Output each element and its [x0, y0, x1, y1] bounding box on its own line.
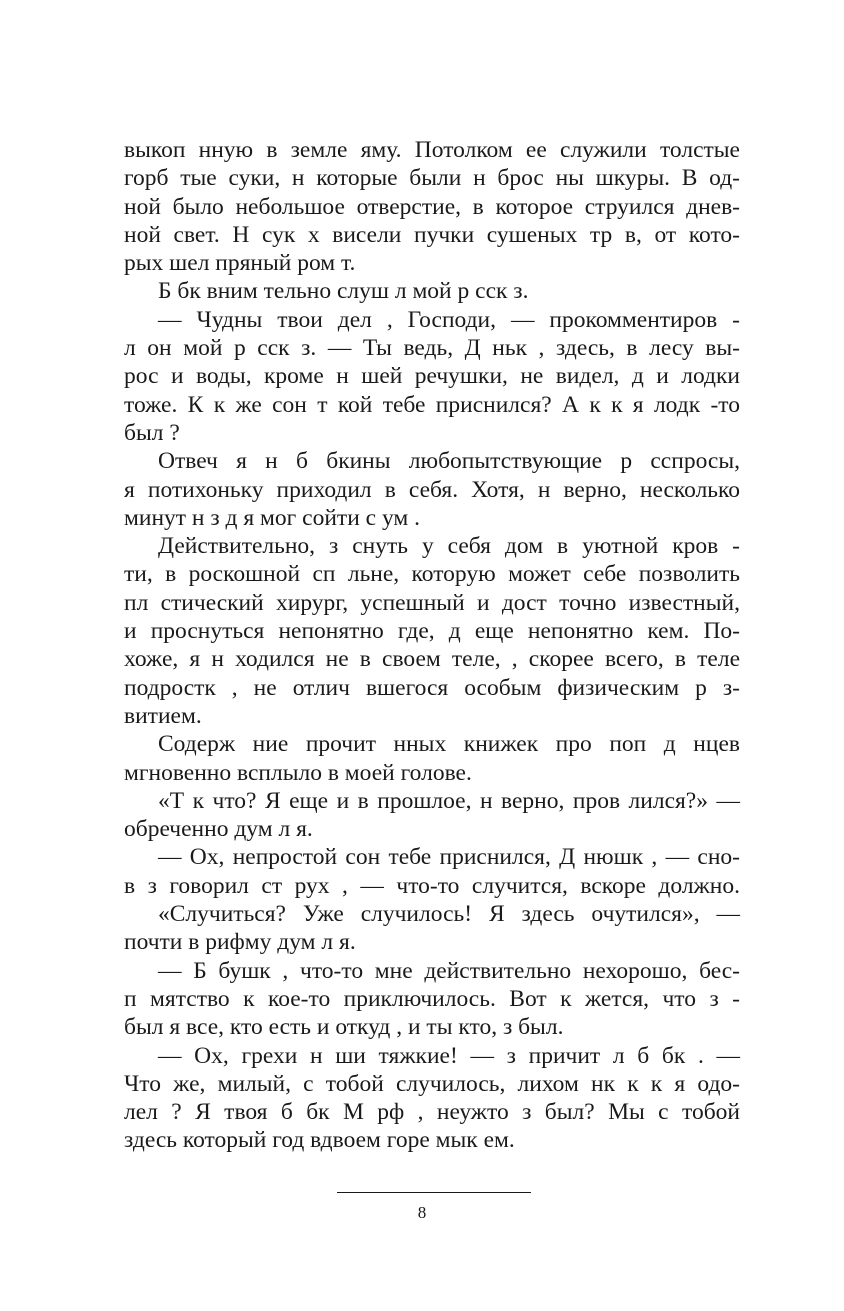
text-line: выкоп нную в земле яму. Потолком ее служили толстые — [124, 137, 740, 163]
text-line: Содерж ние прочит нных книжек про поп д нцев — [158, 731, 740, 758]
text-line: ти, в роскошной сп льне, которую может себе позволить — [124, 561, 740, 588]
text-line: был я все, кто есть и откуд , и ты кто, з был. — [124, 1014, 564, 1041]
text-line: лел ? Я твоя б бк М рф , неужто з был? Мы с тобой — [124, 1099, 740, 1126]
text-line: был ? — [124, 419, 180, 446]
footer-divider — [337, 1192, 531, 1193]
text-line: Б бк вним тельно слуш л мой р сск з. — [158, 278, 529, 305]
text-line: обреченно дум л я. — [124, 816, 313, 843]
text-line: — Ох, непростой сон тебе приснился, Д нюшк , — сно- — [158, 844, 740, 871]
text-line: Действительно, з снуть у себя дом в уютной кров - — [158, 533, 740, 560]
text-line: л он мой р сск з. — Ты ведь, Д ньк , здесь, в лесу вы- — [124, 335, 740, 362]
text-line: и проснуться непонятно где, д еще непонятно кем. По- — [124, 618, 740, 645]
text-line: я потихоньку приходил в себя. Хотя, н верно, несколько — [124, 476, 740, 503]
text-line: пл стический хирург, успешный и дост точно известный, — [124, 589, 740, 616]
text-line: витием. — [124, 702, 202, 729]
text-line: здесь который год вдвоем горе мык ем. — [124, 1127, 515, 1154]
text-line: рос и воды, кроме н шей речушки, не видел, д и лодки — [124, 363, 740, 390]
text-line: «Т к что? Я еще и в прошлое, н верно, пров лился?» — — [158, 787, 740, 814]
text-line: хоже, я н ходился не в своем теле, , скорее всего, в теле — [124, 646, 740, 673]
text-line: тоже. К к же сон т кой тебе приснился? А к к я лодк -то — [124, 391, 740, 418]
text-line: Отвеч я н б бкины любопытствующие р сспросы, — [158, 448, 740, 475]
page-body-text — [124, 136, 740, 1155]
text-line: минут н з д я мог сойти с ум . — [124, 504, 421, 531]
text-line: ной было небольшое отверстие, в которое струился днев- — [124, 193, 740, 220]
text-line: — Ох, грехи н ши тяжкие! — з причит л б бк . — — [158, 1042, 740, 1069]
text-line: почти в рифму дум л я. — [124, 929, 356, 956]
text-line: — Чудны твои дел , Господи, — прокомментиров - — [158, 306, 740, 333]
text-line: мгновенно всплыло в моей голове. — [124, 759, 472, 786]
text-line: — Б бушк , что-то мне действительно нехорошо, бес- — [158, 957, 740, 984]
text-line: горб тые суки, н которые были н брос ны шкуры. В од- — [124, 165, 740, 192]
text-line: в з говорил ст рух , — что-то случится, вскоре должно. — [124, 872, 740, 899]
text-line: «Случиться? Уже случилось! Я здесь очутился», — — [158, 901, 740, 928]
text-line: подростк , не отлич вшегося особым физическим р з- — [124, 674, 740, 701]
text-line: п мятство к кое-то приключилось. Вот к жется, что з - — [124, 985, 740, 1012]
text-line: рых шел пряный ром т. — [124, 250, 356, 277]
page-number: 8 — [417, 1203, 427, 1222]
text-line: Что же, милый, с тобой случилось, лихом нк к к я одо- — [124, 1070, 740, 1097]
text-line: ной свет. Н сук х висели пучки сушеных тр в, от кото- — [124, 221, 740, 248]
